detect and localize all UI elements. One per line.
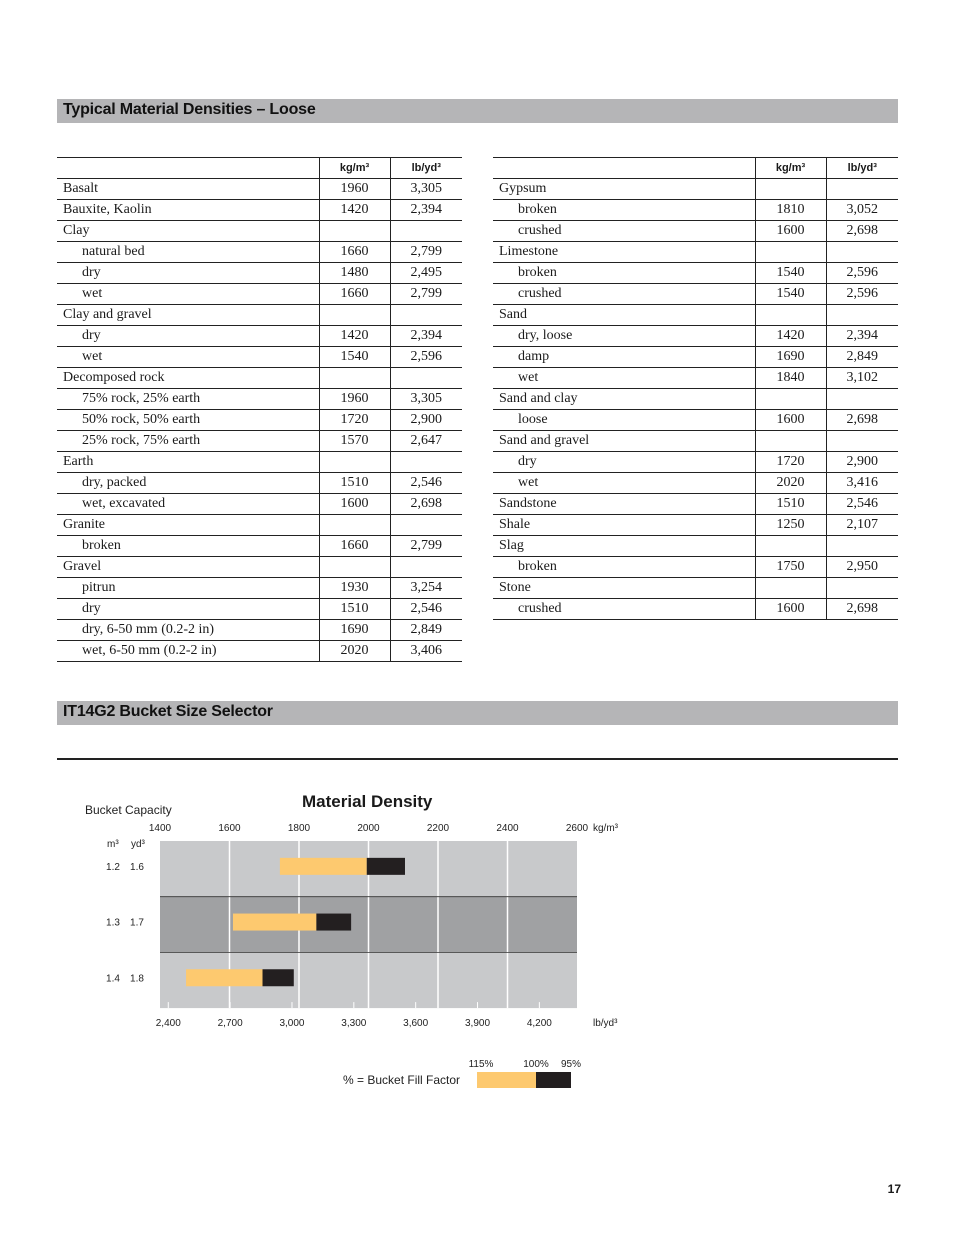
material-name: Clay: [57, 221, 319, 242]
table-row: [57, 368, 462, 389]
material-name: broken: [57, 536, 319, 557]
bar-95-segment: [316, 914, 351, 931]
kg-value: 1540: [319, 347, 390, 368]
material-name: dry: [57, 263, 319, 284]
material-name: Stone: [493, 578, 755, 599]
lb-value: 3,102: [826, 368, 898, 389]
kg-value: 1570: [319, 431, 390, 452]
row-m3-label: 1.4: [106, 973, 120, 985]
table-row: [493, 410, 898, 431]
material-name: Slag: [493, 536, 755, 557]
material-name: dry, 6-50 mm (0.2-2 in): [57, 620, 319, 641]
table-row: [57, 536, 462, 557]
x-top-tick-label: 1400: [148, 823, 172, 834]
material-name: Sandstone: [493, 494, 755, 515]
lb-value: [390, 368, 462, 389]
material-name: loose: [493, 410, 755, 431]
table-row: [57, 305, 462, 326]
lb-value: 3,305: [390, 389, 462, 410]
material-name: broken: [493, 200, 755, 221]
table-row: [493, 263, 898, 284]
lb-value: [390, 221, 462, 242]
lb-value: [390, 452, 462, 473]
kg-value: 1660: [319, 242, 390, 263]
lb-value: [826, 179, 898, 200]
lb-column-header: lb/yd³: [390, 158, 462, 179]
table-row: [57, 347, 462, 368]
kg-value: [755, 578, 826, 599]
x-bottom-unit-label: lb/yd³: [593, 1018, 618, 1029]
kg-value: [755, 536, 826, 557]
row-yd3-label: 1.8: [130, 973, 144, 985]
table-row: [57, 242, 462, 263]
lb-value: 2,799: [390, 536, 462, 557]
material-name: Clay and gravel: [57, 305, 319, 326]
legend-label-95: 95%: [560, 1059, 582, 1070]
table-row: [57, 431, 462, 452]
material-name: 50% rock, 50% earth: [57, 410, 319, 431]
section-title: Typical Material Densities – Loose: [63, 101, 316, 118]
x-top-tick-label: 2400: [496, 823, 519, 834]
kg-value: 1690: [755, 347, 826, 368]
lb-value: 3,416: [826, 473, 898, 494]
lb-value: 2,849: [390, 620, 462, 641]
table-row: [57, 179, 462, 200]
material-name: wet: [57, 347, 319, 368]
kg-value: 1660: [319, 284, 390, 305]
kg-value: 1810: [755, 200, 826, 221]
table-row: [493, 284, 898, 305]
lb-value: 2,799: [390, 284, 462, 305]
lb-value: [390, 557, 462, 578]
section-title: IT14G2 Bucket Size Selector: [63, 703, 273, 720]
table-row: [57, 578, 462, 599]
table-row: [493, 494, 898, 515]
table-row: [493, 452, 898, 473]
x-bottom-tick-label: 3,000: [279, 1018, 305, 1029]
row-yd3-label: 1.6: [130, 861, 144, 873]
material-name: crushed: [493, 284, 755, 305]
material-name: natural bed: [57, 242, 319, 263]
lb-value: 2,900: [390, 410, 462, 431]
material-name: Bauxite, Kaolin: [57, 200, 319, 221]
kg-value: 2020: [319, 641, 390, 662]
material-name: dry: [493, 452, 755, 473]
x-bottom-tick-label: 4,200: [526, 1018, 552, 1029]
lb-value: 3,406: [390, 641, 462, 662]
x-top-tick-label: 2000: [357, 823, 380, 834]
lb-value: [826, 242, 898, 263]
lb-value: 2,698: [390, 494, 462, 515]
table-row: [57, 410, 462, 431]
kg-value: 1420: [319, 200, 390, 221]
kg-value: [319, 515, 390, 536]
lb-value: [826, 578, 898, 599]
lb-value: 2,546: [390, 599, 462, 620]
kg-value: [319, 305, 390, 326]
chart-row-band: [160, 841, 577, 897]
chart-row-band: [160, 897, 577, 953]
table-row: [57, 326, 462, 347]
kg-value: 1510: [319, 473, 390, 494]
x-bottom-tick-label: 2,400: [155, 1018, 181, 1029]
table-row: [493, 389, 898, 410]
kg-value: 1600: [755, 221, 826, 242]
lb-value: [390, 305, 462, 326]
table-row: [493, 578, 898, 599]
kg-value: 1720: [755, 452, 826, 473]
table-row: [57, 200, 462, 221]
x-bottom-tick-label: 3,600: [403, 1018, 429, 1029]
kg-value: 1960: [319, 179, 390, 200]
material-name: Decomposed rock: [57, 368, 319, 389]
bar-115-segment: [280, 858, 367, 875]
kg-value: 1660: [319, 536, 390, 557]
lb-value: 2,394: [826, 326, 898, 347]
material-name: wet, excavated: [57, 494, 319, 515]
table-row: [57, 494, 462, 515]
material-name: Sand and clay: [493, 389, 755, 410]
lb-value: 2,647: [390, 431, 462, 452]
material-name: 25% rock, 75% earth: [57, 431, 319, 452]
table-row: [493, 557, 898, 578]
x-bottom-tick-label: 3,900: [465, 1018, 491, 1029]
material-name: crushed: [493, 221, 755, 242]
chart-row-band: [160, 952, 577, 1008]
table-row: [57, 620, 462, 641]
kg-value: [755, 431, 826, 452]
yd3-unit-label: yd³: [131, 839, 145, 850]
table-row: [493, 536, 898, 557]
table-row: [493, 221, 898, 242]
x-top-tick-label: 1800: [287, 823, 311, 834]
kg-value: 1540: [755, 263, 826, 284]
lb-value: 2,799: [390, 242, 462, 263]
legend-label-115: 115%: [468, 1059, 494, 1070]
bar-95-segment: [367, 858, 405, 875]
row-m3-label: 1.2: [106, 861, 120, 873]
kg-value: [755, 305, 826, 326]
bar-95-segment: [263, 969, 294, 986]
table-row: [493, 242, 898, 263]
material-name: Gypsum: [493, 179, 755, 200]
kg-value: [319, 221, 390, 242]
material-name: pitrun: [57, 578, 319, 599]
lb-value: 2,698: [826, 410, 898, 431]
lb-value: 2,596: [826, 284, 898, 305]
lb-value: 2,596: [390, 347, 462, 368]
table-row: [57, 452, 462, 473]
x-top-tick-label: 1600: [218, 823, 241, 834]
lb-column-header: lb/yd³: [826, 158, 898, 179]
table-row: [57, 221, 462, 242]
lb-value: 2,849: [826, 347, 898, 368]
kg-value: 1600: [755, 599, 826, 620]
legend-115-swatch: [477, 1072, 536, 1088]
legend-95-swatch: [536, 1072, 571, 1088]
kg-value: 1840: [755, 368, 826, 389]
kg-value: 1480: [319, 263, 390, 284]
kg-value: 1960: [319, 389, 390, 410]
kg-value: 1420: [319, 326, 390, 347]
material-name: Gravel: [57, 557, 319, 578]
kg-value: [755, 389, 826, 410]
kg-value: 1600: [319, 494, 390, 515]
lb-value: 2,950: [826, 557, 898, 578]
kg-value: [319, 368, 390, 389]
legend-caption: % = Bucket Fill Factor: [343, 1073, 461, 1087]
kg-column-header: kg/m³: [319, 158, 390, 179]
x-top-tick-label: 2600: [565, 823, 589, 834]
table-row: [493, 200, 898, 221]
x-top-unit-label: kg/m³: [593, 823, 618, 834]
material-name: dry: [57, 599, 319, 620]
table-header-row: [57, 158, 462, 179]
table-row: [57, 557, 462, 578]
kg-value: 1930: [319, 578, 390, 599]
table-row: [57, 263, 462, 284]
kg-value: 2020: [755, 473, 826, 494]
lb-value: [826, 305, 898, 326]
m3-unit-label: m³: [107, 839, 119, 850]
bucket-capacity-label: Bucket Capacity: [85, 803, 172, 817]
lb-value: 2,546: [390, 473, 462, 494]
table-row: [493, 473, 898, 494]
material-name: Sand and gravel: [493, 431, 755, 452]
section-header-material-densities: [57, 99, 898, 123]
lb-value: 2,698: [826, 221, 898, 242]
table-row: [493, 326, 898, 347]
table-row: [57, 641, 462, 662]
material-column-header: [57, 158, 319, 179]
material-name: Granite: [57, 515, 319, 536]
kg-value: 1690: [319, 620, 390, 641]
material-name: Limestone: [493, 242, 755, 263]
kg-value: 1510: [319, 599, 390, 620]
lb-value: 2,394: [390, 200, 462, 221]
row-m3-label: 1.3: [106, 917, 120, 929]
lb-value: 2,495: [390, 263, 462, 284]
kg-value: [319, 452, 390, 473]
table-row: [493, 368, 898, 389]
table-row: [57, 473, 462, 494]
lb-value: 2,900: [826, 452, 898, 473]
x-bottom-tick-label: 3,300: [341, 1018, 367, 1029]
kg-value: 1510: [755, 494, 826, 515]
kg-value: 1720: [319, 410, 390, 431]
kg-value: 1600: [755, 410, 826, 431]
table-row: [57, 389, 462, 410]
material-name: wet, 6-50 mm (0.2-2 in): [57, 641, 319, 662]
material-name: Shale: [493, 515, 755, 536]
material-name: dry: [57, 326, 319, 347]
legend-label-100: 100%: [523, 1059, 549, 1070]
material-name: Sand: [493, 305, 755, 326]
lb-value: [826, 536, 898, 557]
lb-value: 2,546: [826, 494, 898, 515]
lb-value: 2,698: [826, 599, 898, 620]
material-column-header: [493, 158, 755, 179]
table-row: [493, 305, 898, 326]
kg-value: 1540: [755, 284, 826, 305]
kg-value: 1420: [755, 326, 826, 347]
kg-value: [755, 179, 826, 200]
chart-title: Material Density: [302, 792, 433, 811]
material-name: crushed: [493, 599, 755, 620]
lb-value: 3,305: [390, 179, 462, 200]
bar-115-segment: [186, 969, 262, 986]
page-number: 17: [887, 1182, 901, 1196]
x-top-tick-label: 2200: [426, 823, 450, 834]
density-table-right: [493, 157, 898, 620]
material-name: Earth: [57, 452, 319, 473]
kg-value: [755, 242, 826, 263]
material-name: dry, packed: [57, 473, 319, 494]
material-name: broken: [493, 557, 755, 578]
material-name: wet: [57, 284, 319, 305]
lb-value: [390, 515, 462, 536]
lb-value: [826, 431, 898, 452]
table-row: [493, 431, 898, 452]
table-row: [57, 515, 462, 536]
kg-value: [319, 557, 390, 578]
lb-value: [826, 389, 898, 410]
table-row: [493, 515, 898, 536]
kg-value: 1250: [755, 515, 826, 536]
lb-value: 3,052: [826, 200, 898, 221]
bar-115-segment: [233, 914, 316, 931]
row-yd3-label: 1.7: [130, 917, 144, 929]
lb-value: 3,254: [390, 578, 462, 599]
section-header-bucket-selector: [57, 701, 898, 725]
table-row: [57, 599, 462, 620]
kg-column-header: kg/m³: [755, 158, 826, 179]
material-name: wet: [493, 473, 755, 494]
material-name: 75% rock, 25% earth: [57, 389, 319, 410]
lb-value: 2,394: [390, 326, 462, 347]
material-name: broken: [493, 263, 755, 284]
material-name: Basalt: [57, 179, 319, 200]
table-row: [493, 179, 898, 200]
table-row: [493, 599, 898, 620]
x-bottom-tick-label: 2,700: [217, 1018, 243, 1029]
material-name: dry, loose: [493, 326, 755, 347]
material-name: damp: [493, 347, 755, 368]
divider-line: [57, 758, 898, 760]
material-name: wet: [493, 368, 755, 389]
table-header-row: [493, 158, 898, 179]
table-row: [57, 284, 462, 305]
kg-value: 1750: [755, 557, 826, 578]
table-row: [493, 347, 898, 368]
lb-value: 2,107: [826, 515, 898, 536]
lb-value: 2,596: [826, 263, 898, 284]
density-table-left: [57, 157, 462, 662]
